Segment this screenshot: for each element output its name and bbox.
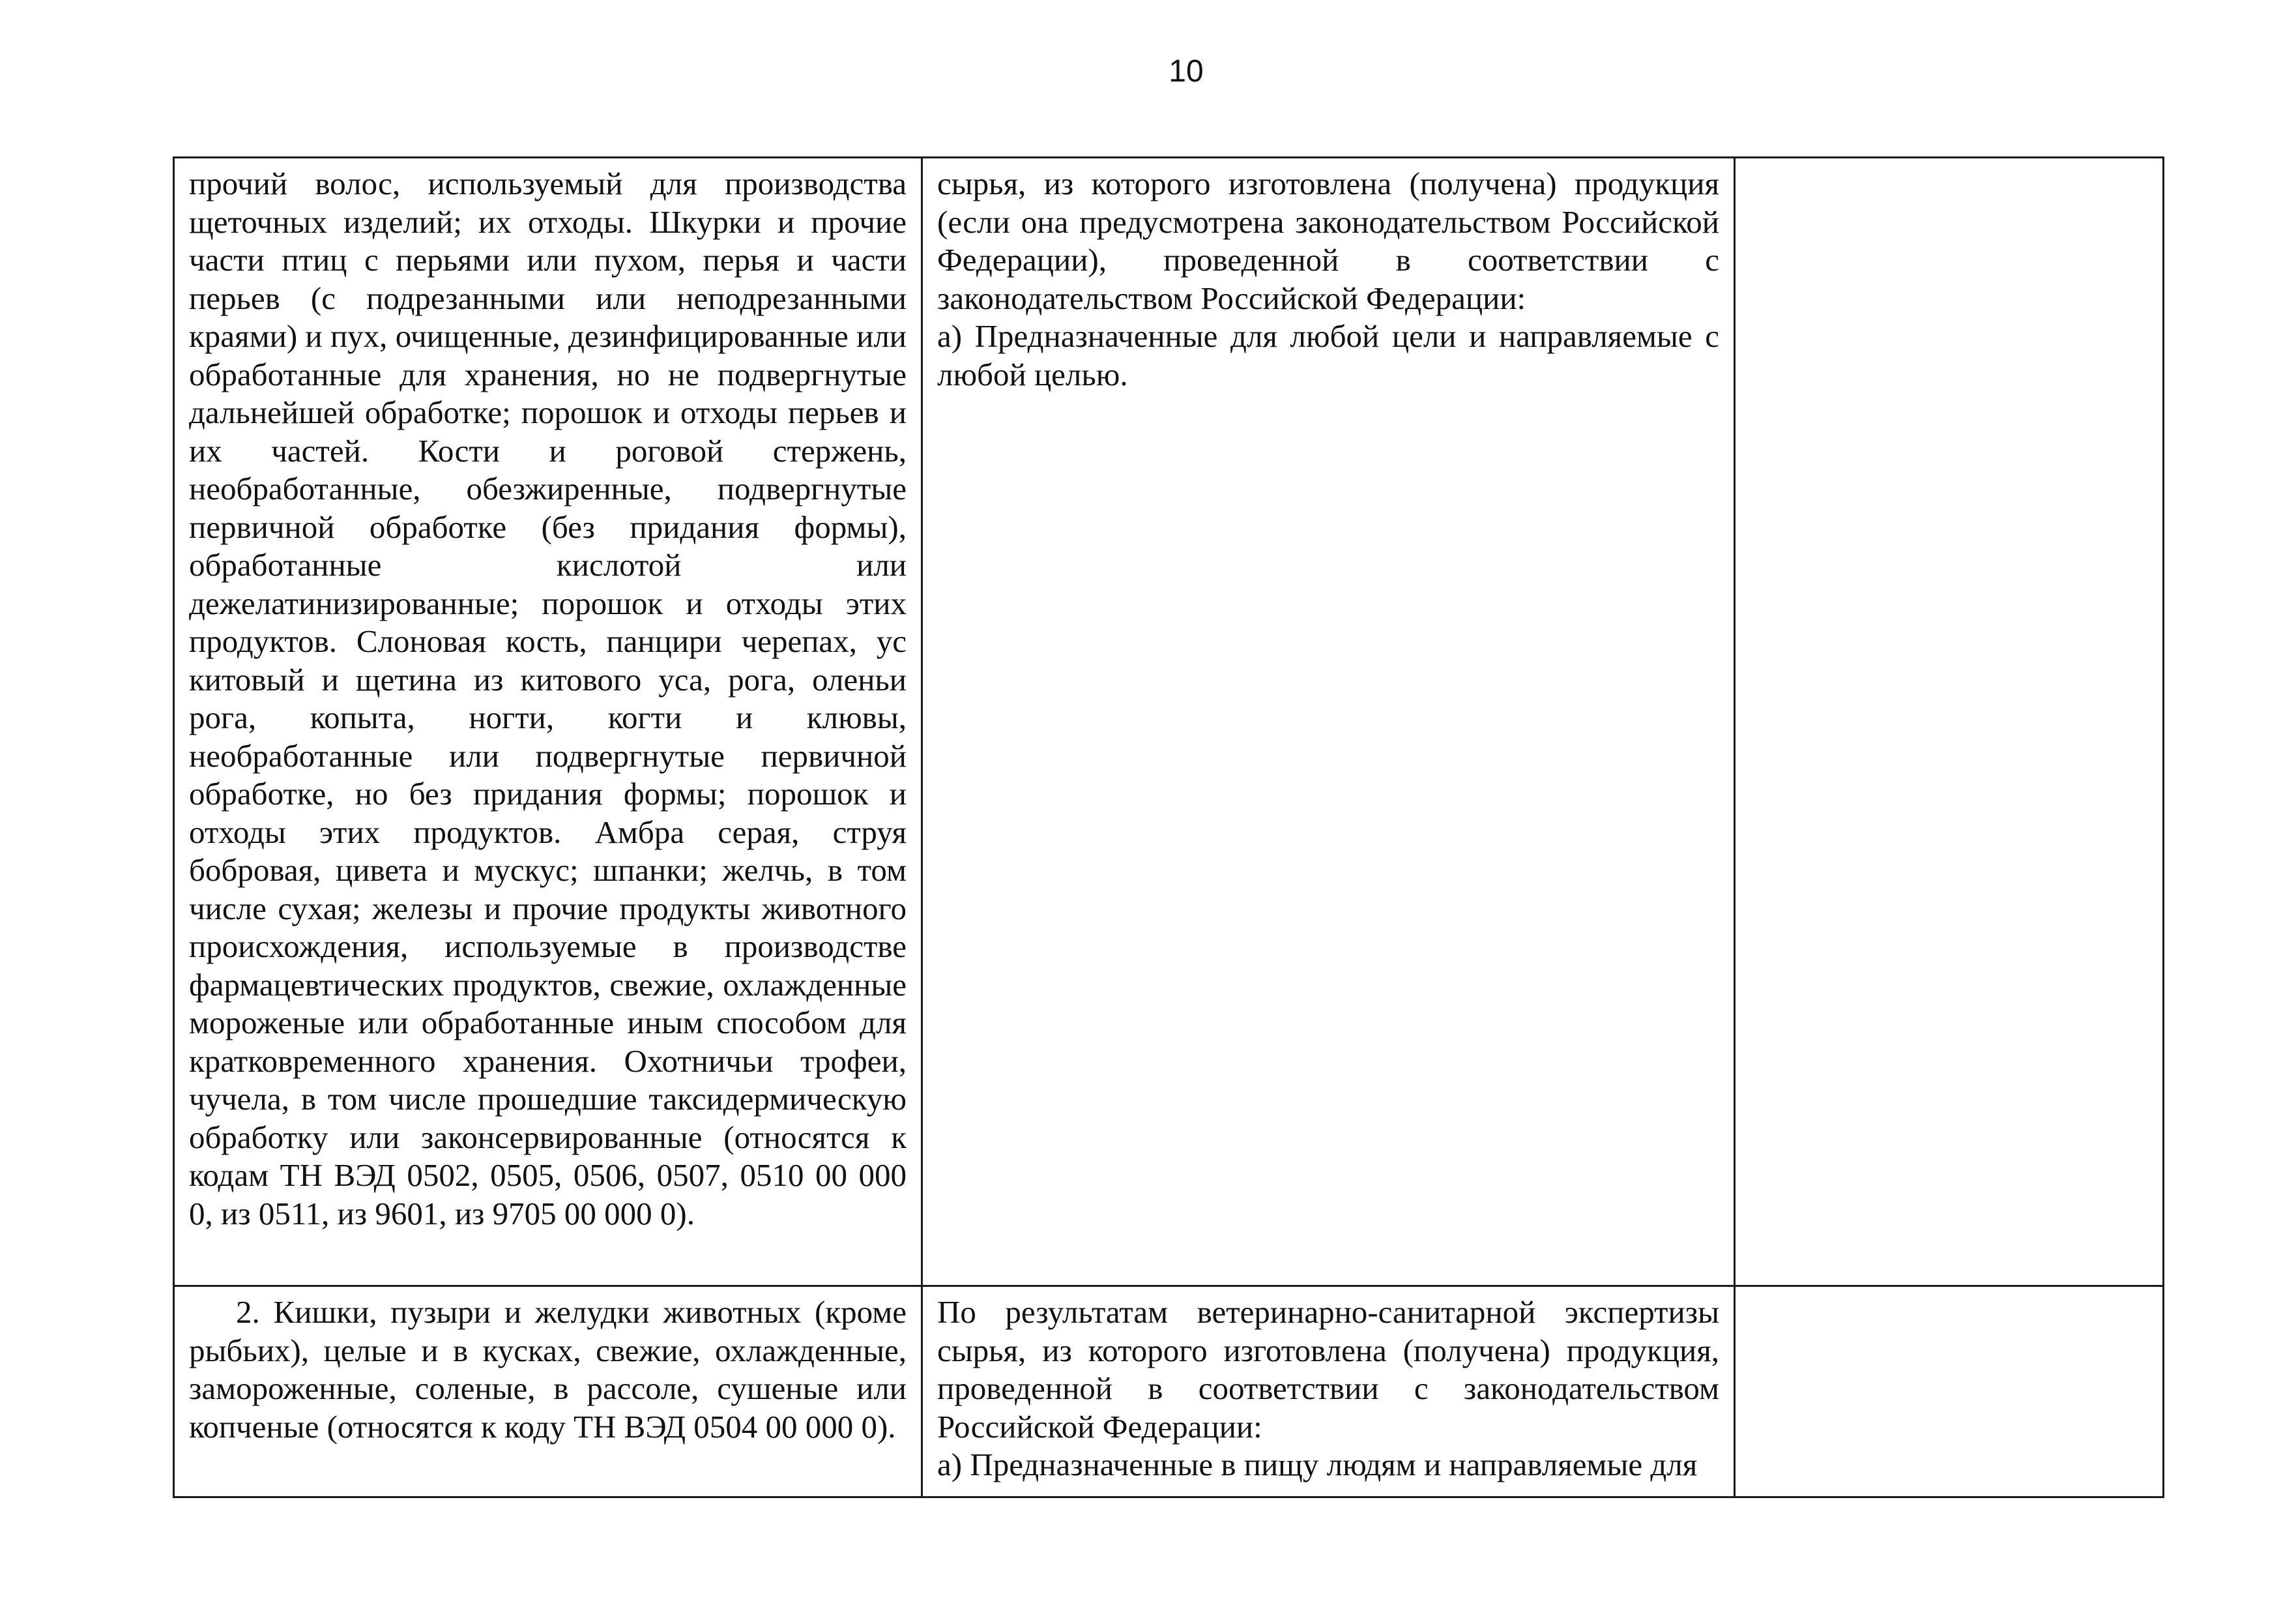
regulation-table — [173, 156, 2164, 1498]
table-row — [174, 1286, 2164, 1497]
product-description-text: прочий волос, используемый для производства щеточных изделий; их отходы. Шкурки и прочие части птиц с перьями или пухом, перья и части перьев (с подрезанными или неподрезанными краями) и пух, очищенные, дезинфицированные или обработанные для хранения, но не подвергнутые дальнейшей обработке; порошок и отходы перьев и их частей. Кости и роговой стержень, необработанные, обезжиренные, подвергнутые первичной обработке (без придания формы), обработанные кислотой или дежелатинизированные; порошок и отходы этих продуктов. Слоновая кость, панцири черепах, ус китовый и щетина из китового уса, рога, оленьи рога, копыта, ногти, когти и клювы, необработанные или подвергнутые первичной обработке, но без придания формы; порошок и отходы этих продуктов. Амбра серая, струя бобровая, цивета и мускус; шпанки; желчь, в том числе сухая; железы и прочие продукты животного происхождения, используемые в производстве фармацевтических продуктов, свежие, охлажденные мороженые или обработанные иным способом для кратковременного хранения. Охотничьи трофеи, чучела, в том числе прошедшие таксидермическую обработку или законсервированные (относятся к кодам ТН ВЭД 0502, 0505, 0506, 0507, 0510 00 000 0, из 0511, из 9601, из 9705 00 000 0). — [189, 166, 907, 1231]
product-description-cell — [174, 158, 922, 1286]
conditions-item-a: а) Предназначенные в пищу людям и направляемые для — [937, 1447, 1698, 1482]
page-number: 10 — [1169, 54, 1204, 89]
product-description-cell — [174, 1286, 922, 1497]
conditions-text: По результатам ветеринарно-санитарной экспертизы сырья, из которого изготовлена (получена) продукция, проведенной в соответствии с законодательством Российской Федерации: — [937, 1294, 1719, 1445]
conditions-cell — [922, 158, 1735, 1286]
conditions-item-a: а) Предназначенные для любой цели и направляемые с любой целью. — [937, 318, 1719, 392]
conditions-cell — [922, 1286, 1735, 1497]
empty-cell — [1735, 158, 2164, 1286]
table-row — [174, 158, 2164, 1286]
conditions-text: сырья, из которого изготовлена (получена) продукция (если она предусмотрена законодательством Российской Федерации), проведенной в соответствии с законодательством Российской Федерации: — [937, 166, 1719, 316]
empty-cell — [1735, 1286, 2164, 1497]
product-description-text: 2. Кишки, пузыри и желудки животных (кроме рыбьих), целые и в кусках, свежие, охлажденные, замороженные, соленые, в рассоле, сушеные или копченые (относятся к коду ТН ВЭД 0504 00 000 0). — [189, 1294, 907, 1445]
